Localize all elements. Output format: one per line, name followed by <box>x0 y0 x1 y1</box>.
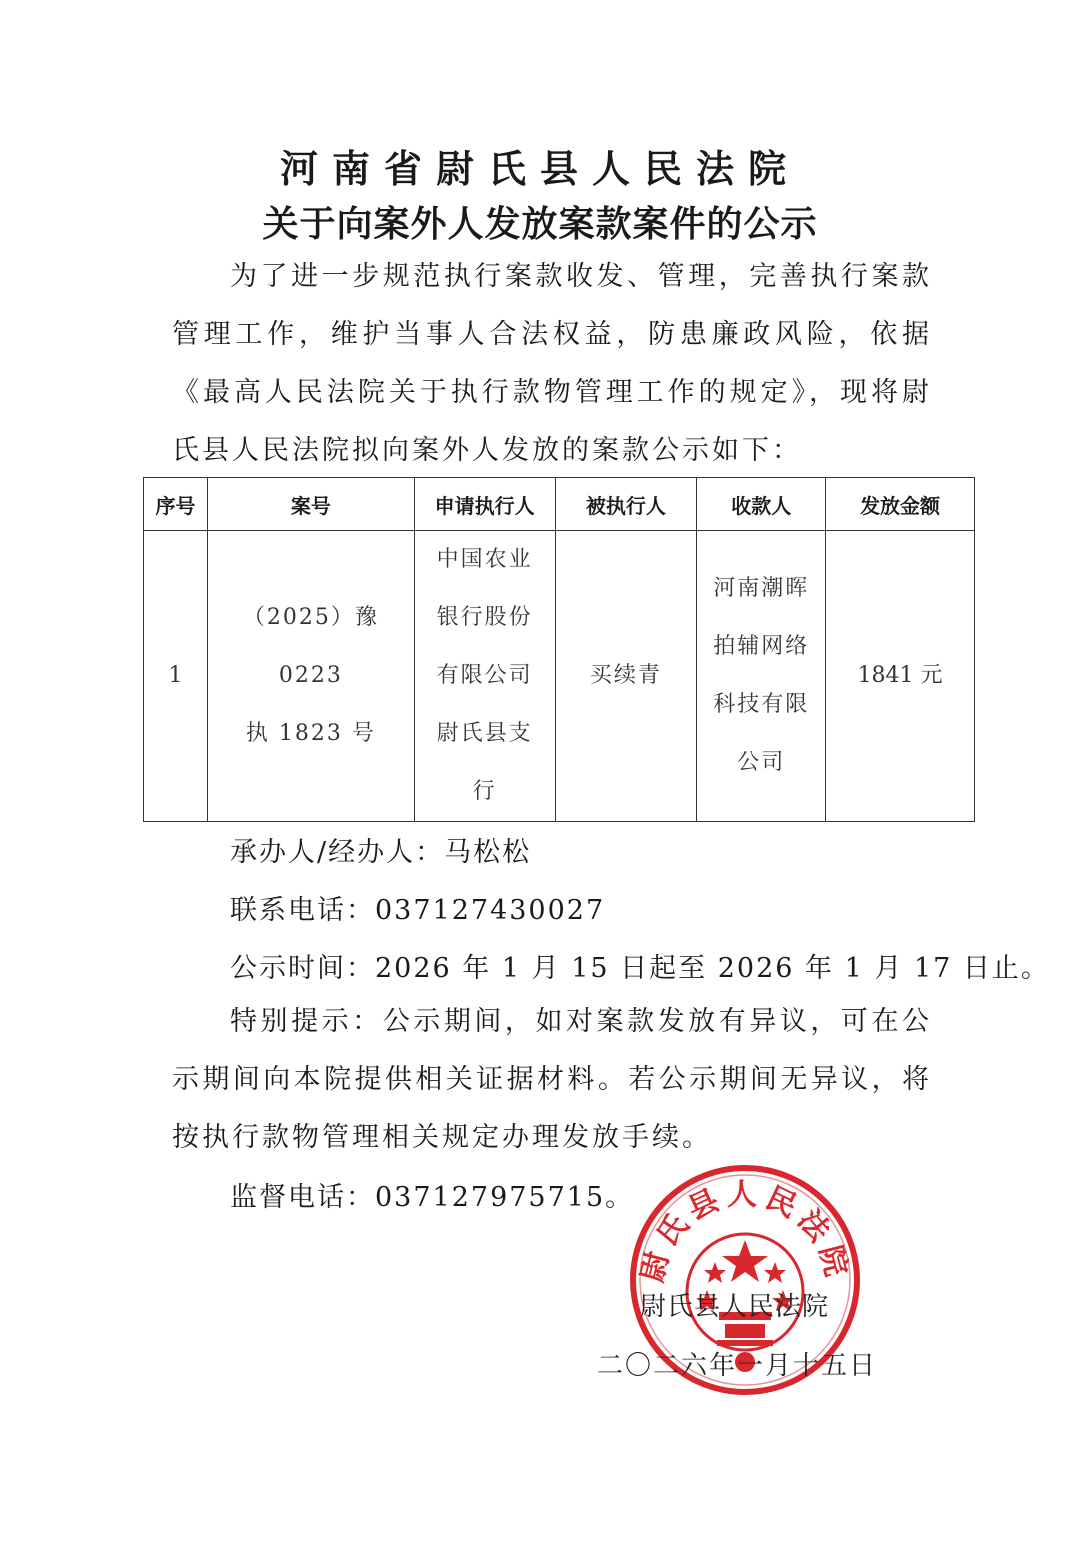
page-title-subject: 关于向案外人发放案款案件的公示 <box>262 204 818 245</box>
cell-applicant <box>414 531 555 822</box>
header-amount: 发放金额 <box>826 478 975 531</box>
supervision-line: 监督电话：037127975715。 <box>230 1182 635 1213</box>
case-table <box>143 477 975 822</box>
table-row <box>144 531 975 822</box>
header-case-no: 案号 <box>207 478 414 531</box>
signature-date: 二〇二六年一月十五日 <box>597 1351 878 1381</box>
payee-line: 拍辅网络 <box>713 634 810 659</box>
applicant-line: 尉氏县支 <box>436 721 533 746</box>
header-index: 序号 <box>144 478 208 531</box>
cell-payee <box>697 531 826 822</box>
cell-amount: 1841 元 <box>826 531 975 822</box>
applicant-line: 行 <box>472 779 497 804</box>
intro-paragraph: 为了进一步规范执行案款收发、管理，完善执行案款管理工作，维护当事人合法权益，防患廉政风险，依据《最高人民法院关于执行款物管理工作的规定》，现将尉氏县人民法院拟向案外人发放的案款公示如下： <box>172 261 932 466</box>
header-applicant: 申请执行人 <box>414 478 555 531</box>
applicant-line: 银行股份 <box>436 605 533 630</box>
handler-line: 承办人/经办人：马松松 <box>230 837 532 868</box>
case-no-line: （2025）豫 0223 <box>242 605 379 688</box>
phone-line: 联系电话：037127430027 <box>230 895 606 926</box>
page-title-court: 河南省尉氏县人民法院 <box>279 147 800 191</box>
table-header-row <box>144 478 975 531</box>
respondent-line: 买续青 <box>589 663 662 688</box>
payee-line: 河南潮晖 <box>713 576 810 601</box>
cell-case-no <box>207 531 414 822</box>
header-respondent: 被执行人 <box>555 478 697 531</box>
payee-line: 公司 <box>737 750 786 775</box>
cell-index: 1 <box>144 531 208 822</box>
svg-text:尉氏县人民法院: 尉氏县人民法院 <box>634 1177 856 1286</box>
signature-court: 尉氏县人民法院 <box>640 1292 830 1322</box>
payee-line: 科技有限 <box>713 692 810 717</box>
period-line: 公示时间：2026 年 1 月 15 日起至 2026 年 1 月 17 日止。 <box>230 953 1050 984</box>
case-no-line: 执 1823 号 <box>245 721 376 746</box>
special-notice: 特别提示：公示期间，如对案款发放有异议，可在公示期间向本院提供相关证据材料。若公示期间无异议，将按执行款物管理相关规定办理发放手续。 <box>172 1006 932 1153</box>
applicant-line: 有限公司 <box>436 663 533 688</box>
applicant-line: 中国农业 <box>436 547 533 572</box>
header-payee: 收款人 <box>697 478 826 531</box>
cell-respondent <box>555 531 697 822</box>
